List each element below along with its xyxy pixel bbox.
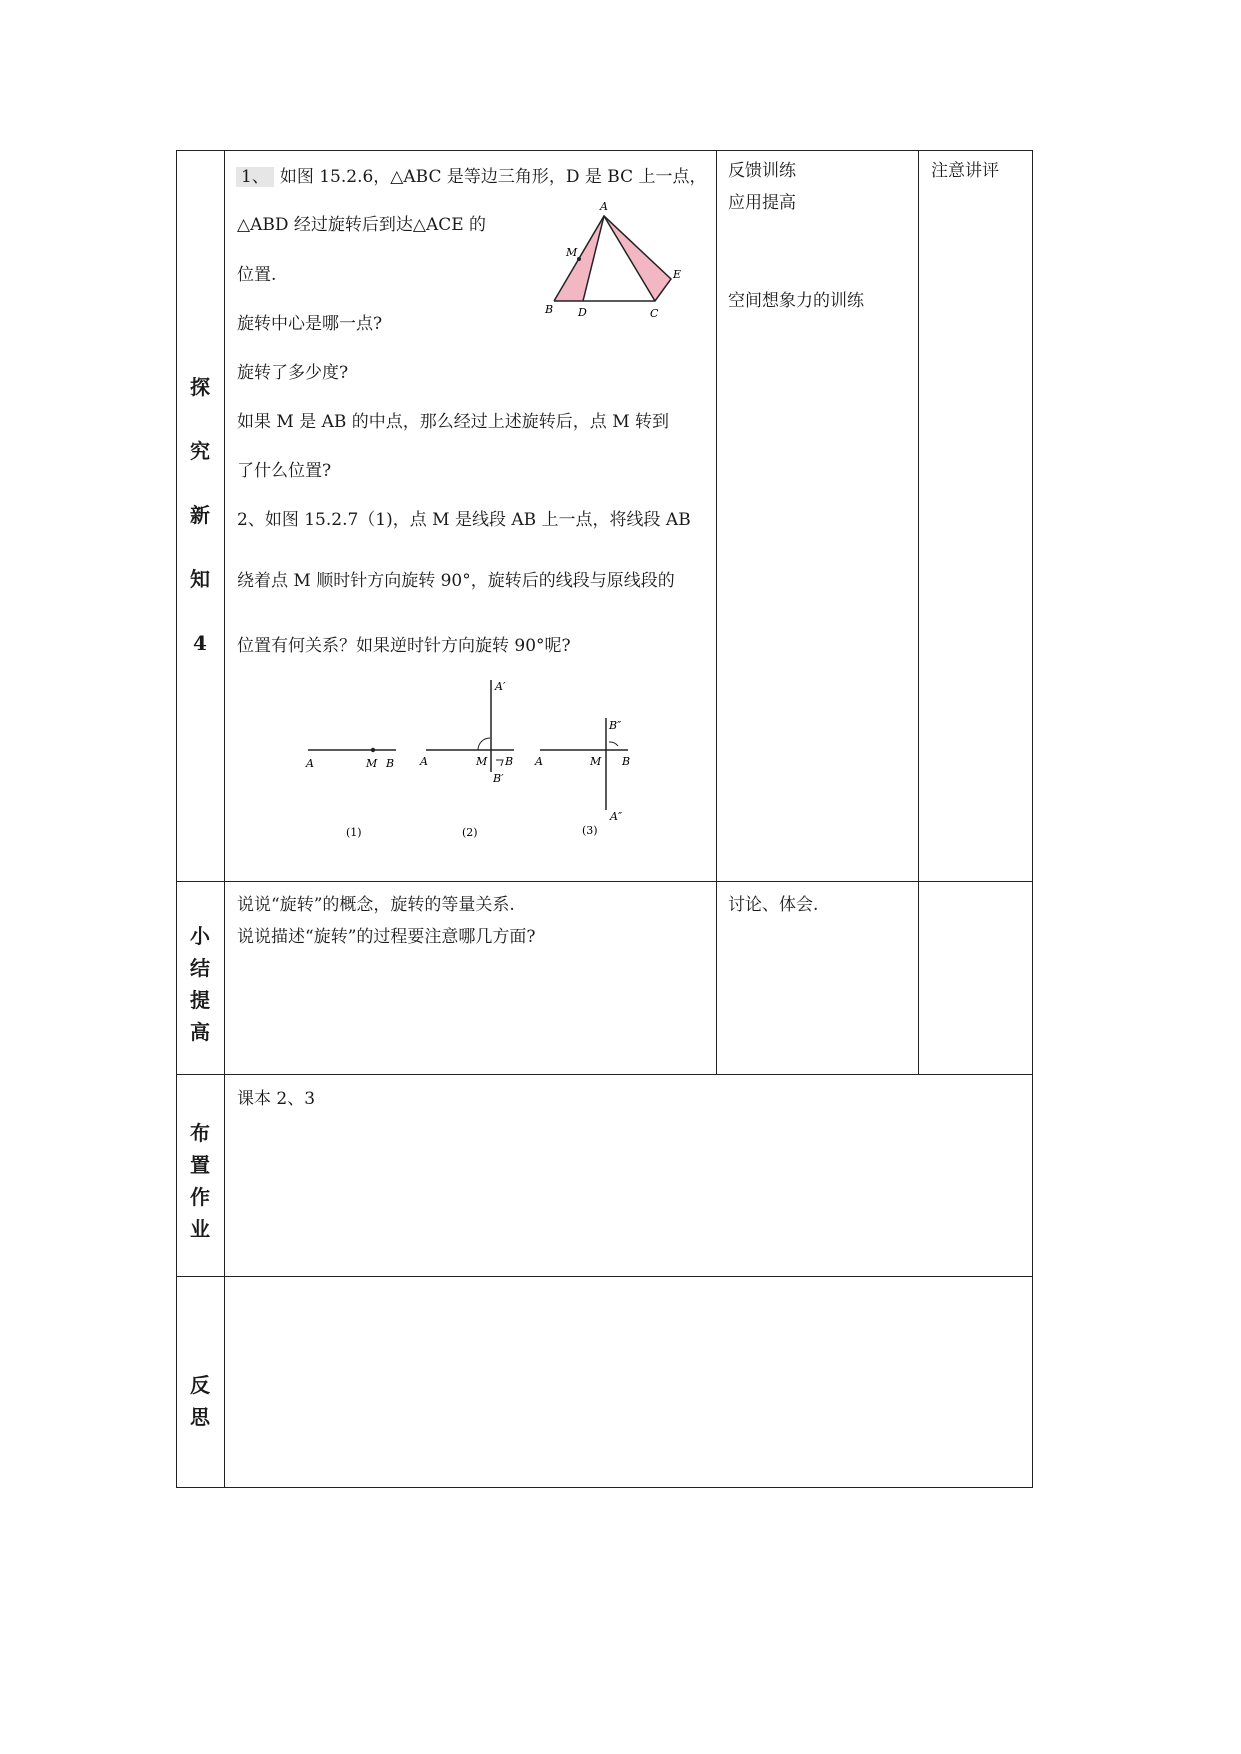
question-1-line-7: 了什么位置? xyxy=(237,461,332,481)
section-label-homework xyxy=(176,1123,224,1239)
point-m xyxy=(577,257,581,261)
label-char: 置 xyxy=(190,1153,210,1177)
figure-caption: (2) xyxy=(462,826,478,839)
label-a: A xyxy=(306,757,314,770)
label-m: M xyxy=(366,757,378,770)
question-2-line-3: 位置有何关系？如果逆时针方向旋转 90°呢? xyxy=(237,636,571,656)
figure-3 xyxy=(534,718,630,837)
question-number: 1、 xyxy=(236,167,274,187)
label-b-prime: B′ xyxy=(493,772,504,785)
table-right-border xyxy=(1032,150,1033,1488)
label-char: 新 xyxy=(190,503,210,527)
summary-line-2: 说说描述“旋转”的过程要注意哪几方面? xyxy=(237,927,536,947)
point-m xyxy=(371,748,375,752)
figure-caption: (1) xyxy=(346,826,362,839)
label-char: 结 xyxy=(190,956,210,980)
figure-2 xyxy=(419,680,514,839)
question-1-line-5: 旋转了多少度? xyxy=(237,363,349,383)
label-char: 知 xyxy=(190,567,210,591)
label-char: 作 xyxy=(190,1185,210,1209)
rotation-arrow-icon xyxy=(496,760,503,766)
label-char: 4 xyxy=(193,631,207,655)
summary-line-1: 说说“旋转”的概念，旋转的等量关系. xyxy=(237,895,515,915)
figure-1 xyxy=(305,748,396,839)
student-activity-3: 空间想象力的训练 xyxy=(728,291,864,311)
table-bottom-border xyxy=(176,1487,1033,1488)
label-m: M xyxy=(590,755,602,768)
label-char: 究 xyxy=(190,439,210,463)
label-char: 业 xyxy=(190,1217,210,1241)
student-activity-2: 应用提高 xyxy=(728,193,796,213)
homework-content: 课本 2、3 xyxy=(237,1089,316,1109)
label-b: B xyxy=(545,303,554,316)
label-e: E xyxy=(673,268,682,281)
row-divider-3 xyxy=(176,1276,1033,1277)
label-c: C xyxy=(650,307,659,320)
label-b: B xyxy=(505,755,514,768)
label-d: D xyxy=(578,306,587,319)
question-1-line-2: △ABD 经过旋转后到达△ACE 的 xyxy=(237,215,487,235)
section-label-summary xyxy=(176,926,224,1042)
label-a: A xyxy=(535,755,543,768)
label-a-double-prime: A″ xyxy=(610,810,623,823)
triangle-figure xyxy=(540,196,680,321)
question-2-line-1: 2、如图 15.2.7（1)，点 M 是线段 AB 上一点，将线段 AB xyxy=(237,510,691,530)
row-divider-1 xyxy=(176,881,1033,882)
label-char: 反 xyxy=(190,1373,210,1397)
teacher-column-border xyxy=(918,150,919,1075)
label-a: A xyxy=(420,755,428,768)
student-column-border-1 xyxy=(716,150,717,882)
label-char: 思 xyxy=(190,1405,210,1429)
label-a: A xyxy=(600,200,608,213)
question-1-line-4: 旋转中心是哪一点? xyxy=(237,314,383,334)
rotation-arc-icon xyxy=(478,738,490,750)
teacher-note: 注意讲评 xyxy=(931,161,999,181)
row-divider-2 xyxy=(176,1074,1033,1075)
rotation-arc-icon xyxy=(609,742,618,746)
label-char: 探 xyxy=(190,375,210,399)
student-activity-1: 反馈训练 xyxy=(728,161,796,181)
figure-caption: (3) xyxy=(582,824,598,837)
question-2-line-2: 绕着点 M 顺时针方向旋转 90°，旋转后的线段与原线段的 xyxy=(237,571,675,591)
rotation-figures xyxy=(300,676,650,856)
student-column-border-2 xyxy=(716,881,717,1075)
table-left-border xyxy=(176,150,177,1488)
section-label-explore xyxy=(176,377,224,653)
question-1-line-3: 位置. xyxy=(237,265,277,285)
label-char: 布 xyxy=(190,1121,210,1145)
table-top-border xyxy=(176,150,1033,151)
label-char: 提 xyxy=(190,988,210,1012)
label-b-double-prime: B″ xyxy=(609,719,622,732)
label-b: B xyxy=(386,757,395,770)
label-char: 高 xyxy=(190,1020,210,1044)
label-b: B xyxy=(622,755,631,768)
summary-student-activity: 讨论、体会. xyxy=(728,895,819,915)
question-1-line-1: 1、 如图 15.2.6，△ABC 是等边三角形，D 是 BC 上一点， xyxy=(236,167,707,187)
label-column-border xyxy=(224,150,225,1488)
label-char: 小 xyxy=(190,924,210,948)
question-1-line-6: 如果 M 是 AB 的中点，那么经过上述旋转后，点 M 转到 xyxy=(237,412,670,432)
label-m: M xyxy=(476,755,488,768)
section-label-reflection xyxy=(176,1375,224,1427)
label-a-prime: A′ xyxy=(495,680,506,693)
triangle-ace-fill xyxy=(604,216,671,301)
label-m: M xyxy=(566,246,578,259)
